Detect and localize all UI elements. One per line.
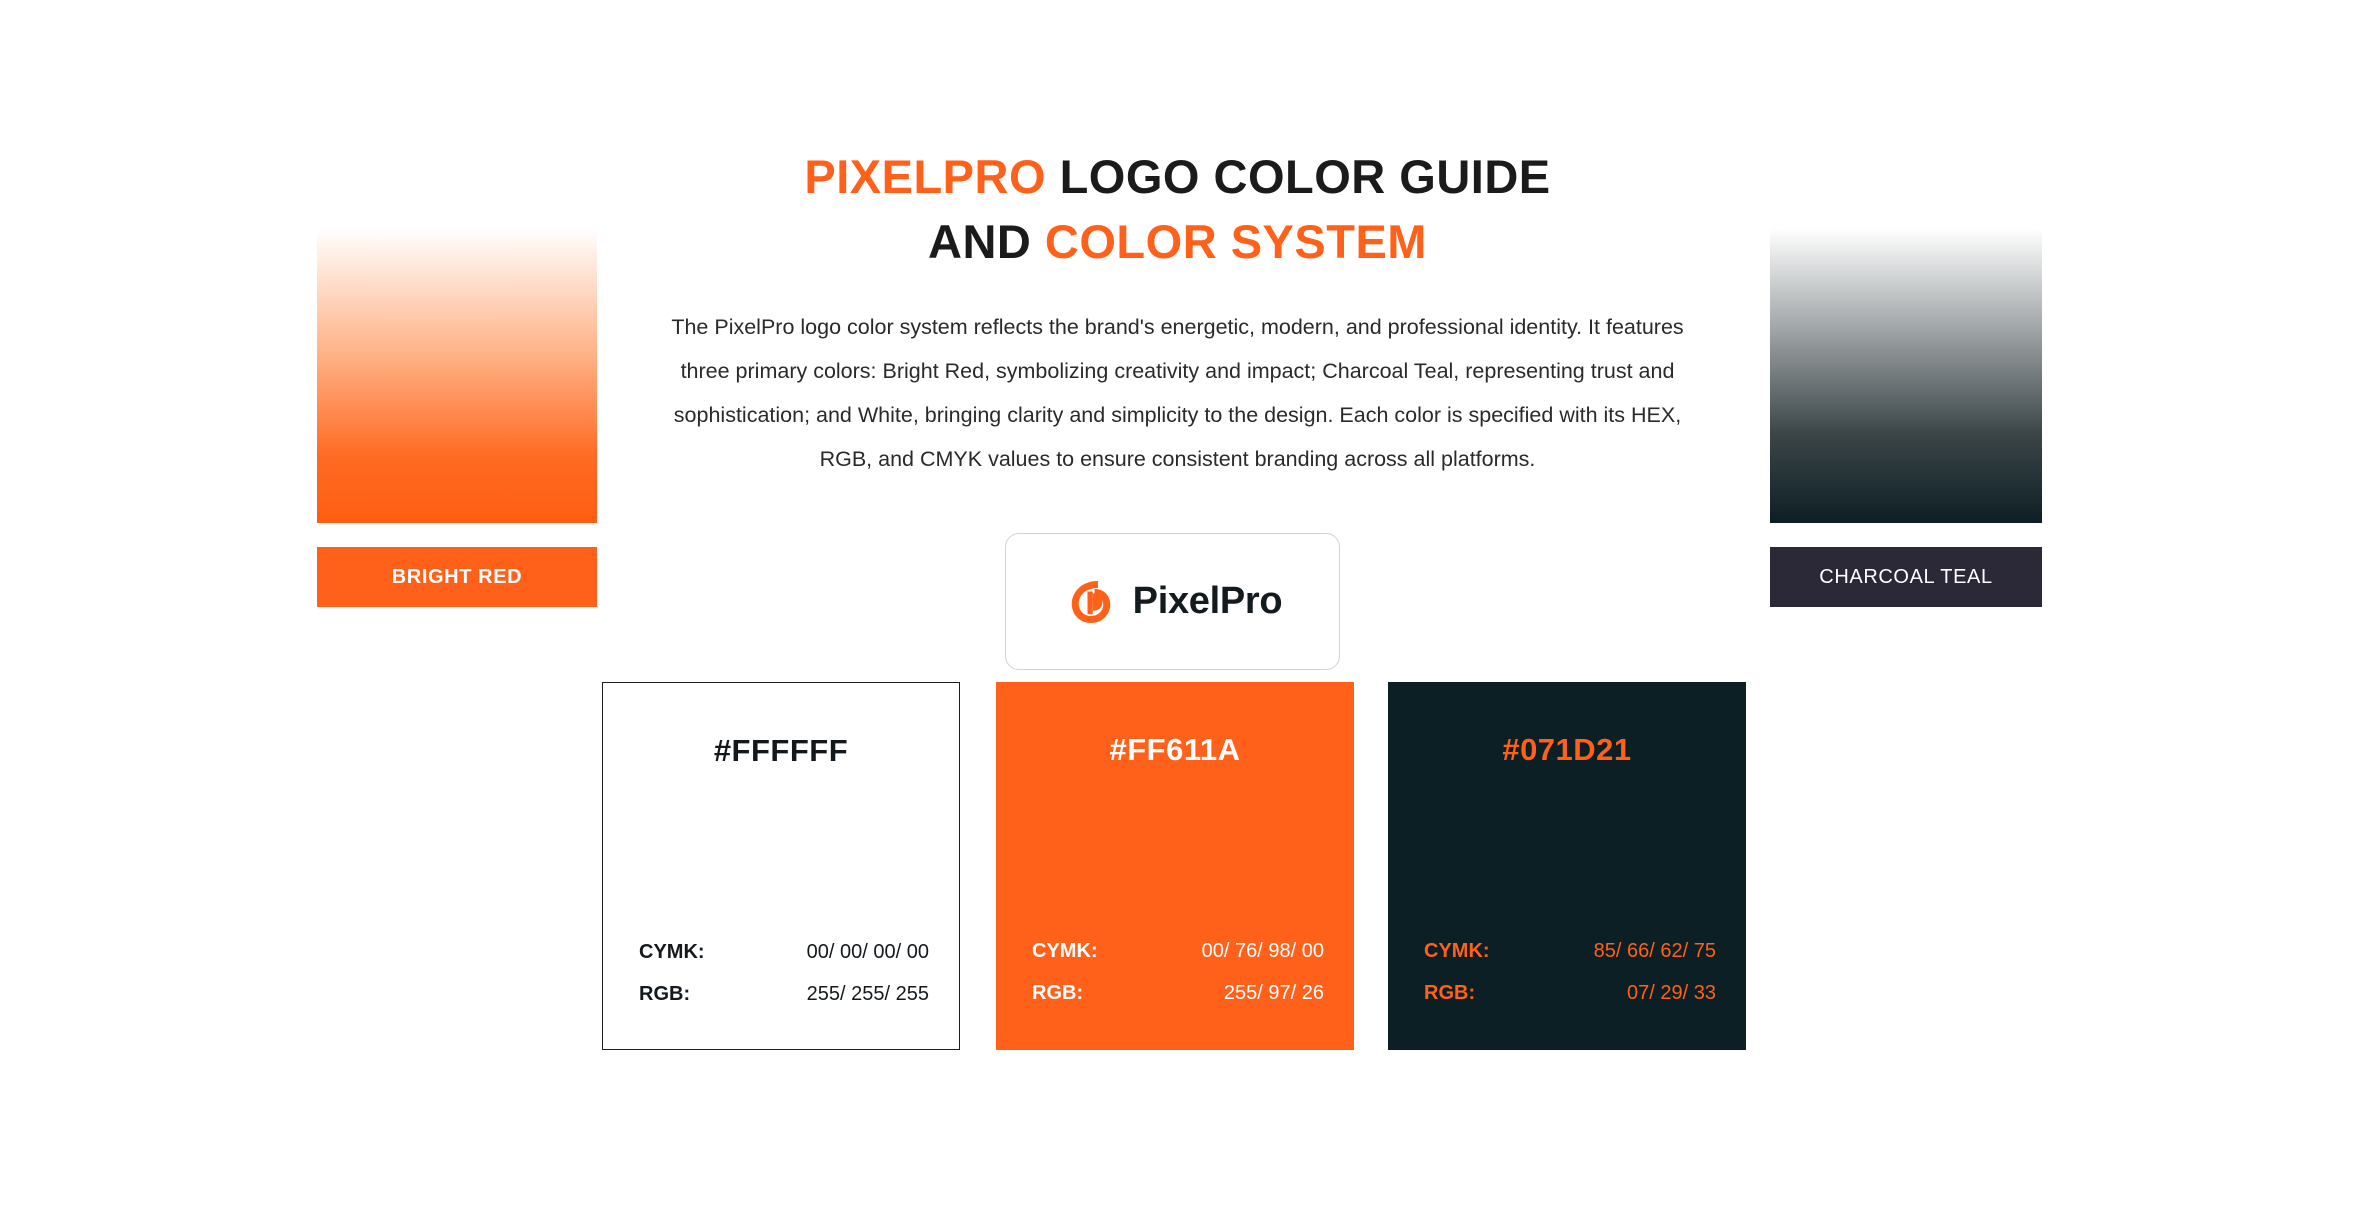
cymk-value: 85/ 66/ 62/ 75 — [1593, 940, 1716, 962]
title-line-1 — [640, 145, 1715, 210]
color-card-bright-red-hex: #FF611A — [1109, 732, 1241, 767]
color-card-white — [602, 682, 960, 1050]
rgb-label: RGB: — [1424, 982, 1476, 1004]
cymk-value: 00/ 00/ 00/ 00 — [806, 941, 929, 963]
rgb-value: 07/ 29/ 33 — [1627, 982, 1716, 1004]
bright-red-gradient-swatch — [317, 228, 597, 523]
color-card-charcoal-teal-specs — [1424, 940, 1716, 1024]
logo-card — [1005, 533, 1340, 670]
cymk-label: CYMK: — [1424, 940, 1490, 962]
page-title — [640, 145, 1715, 275]
color-card-bright-red-specs — [1032, 940, 1324, 1024]
bright-red-label: BRIGHT RED — [317, 547, 597, 607]
rgb-value: 255/ 255/ 255 — [806, 983, 929, 1005]
pixelpro-logo-icon — [1063, 574, 1119, 630]
color-card-bright-red — [996, 682, 1354, 1050]
title-line-1-rest: LOGO COLOR GUIDE — [1046, 150, 1551, 203]
title-line-2-prefix: AND — [928, 214, 1045, 268]
title-color-system-accent: COLOR SYSTEM — [1044, 214, 1427, 268]
cymk-label: CYMK: — [639, 941, 705, 963]
charcoal-teal-gradient-swatch — [1770, 228, 2042, 523]
cymk-label: CYMK: — [1032, 940, 1098, 962]
color-card-charcoal-teal-hex: #071D21 — [1502, 732, 1632, 767]
title-line-2 — [640, 210, 1715, 275]
rgb-label: RGB: — [1032, 982, 1084, 1004]
color-card-white-specs — [639, 941, 929, 1025]
cymk-row — [1032, 940, 1324, 963]
rgb-value: 255/ 97/ 26 — [1223, 982, 1324, 1004]
charcoal-teal-label: CHARCOAL TEAL — [1770, 547, 2042, 607]
color-card-charcoal-teal — [1388, 682, 1746, 1050]
rgb-row — [1424, 982, 1716, 1005]
cymk-value: 00/ 76/ 98/ 00 — [1201, 940, 1324, 962]
title-brand-accent: PIXELPRO — [804, 150, 1047, 203]
cymk-row — [639, 941, 929, 964]
rgb-row — [1032, 982, 1324, 1005]
rgb-row — [639, 983, 929, 1006]
cymk-row — [1424, 940, 1716, 963]
rgb-label: RGB: — [639, 983, 691, 1005]
logo-wordmark: PixelPro — [1132, 580, 1283, 622]
description-paragraph: The PixelPro logo color system reflects the brand's energetic, modern, and professional identity. It features three primary colors: Bright Red, symbolizing creativity and impact; Charcoal Teal, representing trust and sophistication; and White, bringing clarity and simplicity to the design. Each color is specified with its HEX, RGB, and CMYK values to ensure consistent branding across all platforms. — [671, 315, 1684, 472]
color-card-white-hex: #FFFFFF — [713, 733, 849, 768]
